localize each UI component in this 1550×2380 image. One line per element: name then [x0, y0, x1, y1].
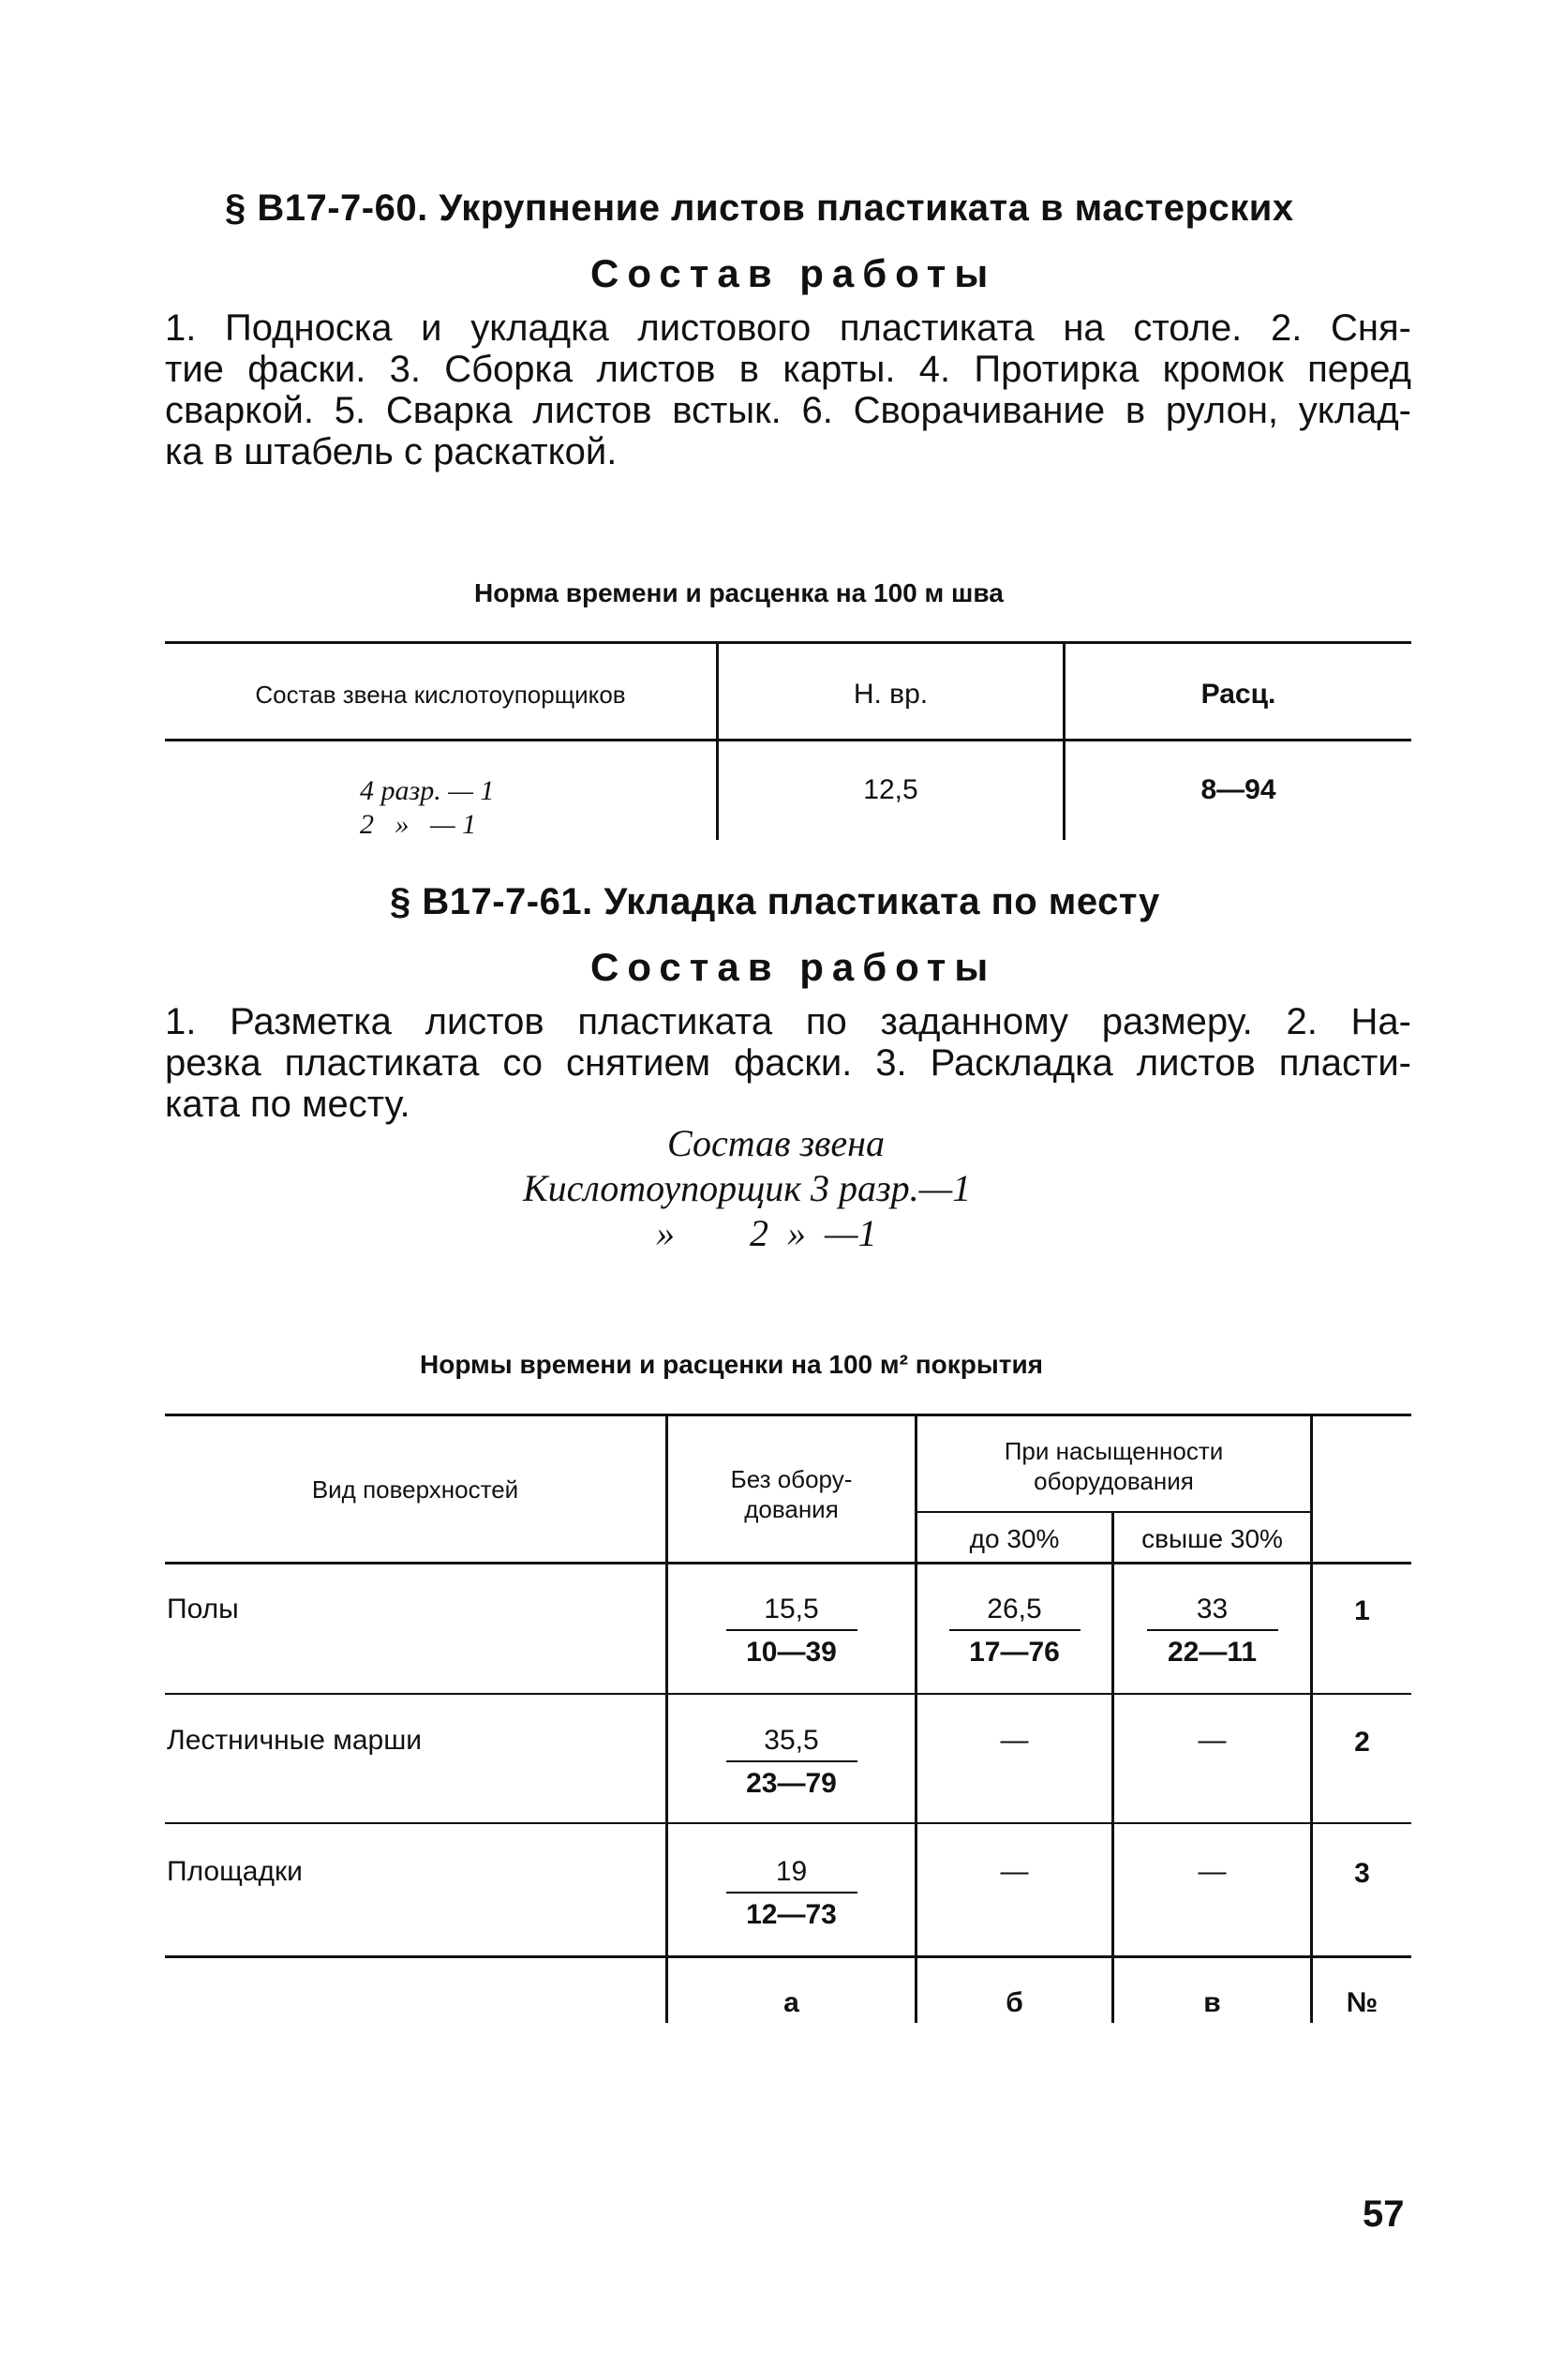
description-line: тие фаски. 3. Сборка листов в карты. 4. Протирка кромок перед [165, 349, 1411, 390]
header-norm: Н. вр. [853, 679, 929, 710]
column-number-label: № [1346, 1987, 1379, 2018]
value-no-equipment: 15,5 10—39 [668, 1594, 915, 1669]
value-over-30: — [1198, 1725, 1227, 1756]
column-letter: в [1203, 1987, 1221, 2018]
crew-line: » 2 » —1 [656, 1212, 877, 1254]
value-no-equipment: 35,5 23—79 [668, 1725, 915, 1800]
description-line: сваркой. 5. Сварка листов встык. 6. Сворачивание в рулон, уклад- [165, 390, 1411, 431]
header-over-30: свыше 30% [1141, 1524, 1283, 1553]
header-no-equipment: Без обору- дования [730, 1465, 853, 1523]
section-title: § В17-7-60. Укрупнение листов пластиката в мастерских [225, 187, 1294, 229]
value-over-30: — [1198, 1856, 1227, 1887]
value-up-to-30: — [1000, 1725, 1029, 1756]
price-value: 8—94 [1200, 774, 1276, 805]
value-over-30: 33 22—11 [1114, 1594, 1310, 1669]
header-saturation: При насыщенности оборудования [1004, 1437, 1224, 1495]
crew-line: Кислотоупорщик 3 разр.—1 [523, 1167, 972, 1209]
row-surface: Полы [167, 1594, 239, 1624]
section-subtitle: Состав работы [590, 945, 997, 989]
crew-title: Состав звена [667, 1122, 886, 1164]
table-caption: Норма времени и расценка на 100 м шва [474, 578, 1004, 607]
work-description [165, 307, 1411, 472]
column-letter: б [1006, 1987, 1023, 2018]
row-surface: Площадки [167, 1856, 303, 1887]
crew-composition: 4 разр. — 1 2 » — 1 [360, 775, 495, 840]
value-no-equipment: 19 12—73 [668, 1856, 915, 1931]
description-line: резка пластиката со снятием фаски. 3. Раскладка листов пласти- [165, 1042, 1411, 1084]
row-number: 2 [1354, 1727, 1370, 1758]
header-up-to-30: до 30% [969, 1524, 1060, 1553]
value-up-to-30: 26,5 17—76 [917, 1594, 1111, 1669]
work-description [165, 1001, 1411, 1125]
section-title: § В17-7-61. Укладка пластиката по месту [390, 881, 1160, 922]
header-surface: Вид поверхностей [311, 1475, 519, 1504]
row-number: 3 [1354, 1858, 1370, 1889]
description-line: ка в штабель с раскаткой. [165, 431, 618, 472]
table-caption: Нормы времени и расценки на 100 м² покрытия [420, 1350, 1043, 1379]
page-number: 57 [1363, 2193, 1405, 2235]
description-line: ката по месту. [165, 1084, 410, 1125]
description-line: 1. Подноска и укладка листового пластиката на столе. 2. Сня- [165, 307, 1411, 349]
header-price: Расц. [1200, 679, 1276, 710]
description-line: 1. Разметка листов пластиката по заданному размеру. 2. На- [165, 1001, 1411, 1042]
row-surface: Лестничные марши [167, 1725, 423, 1756]
norm-value: 12,5 [863, 774, 918, 805]
value-up-to-30: — [1000, 1856, 1029, 1887]
column-letter: а [783, 1987, 799, 2018]
header-crew: Состав звена кислотоупорщиков [255, 681, 626, 709]
section-subtitle: Состав работы [590, 251, 997, 295]
row-number: 1 [1354, 1595, 1370, 1626]
